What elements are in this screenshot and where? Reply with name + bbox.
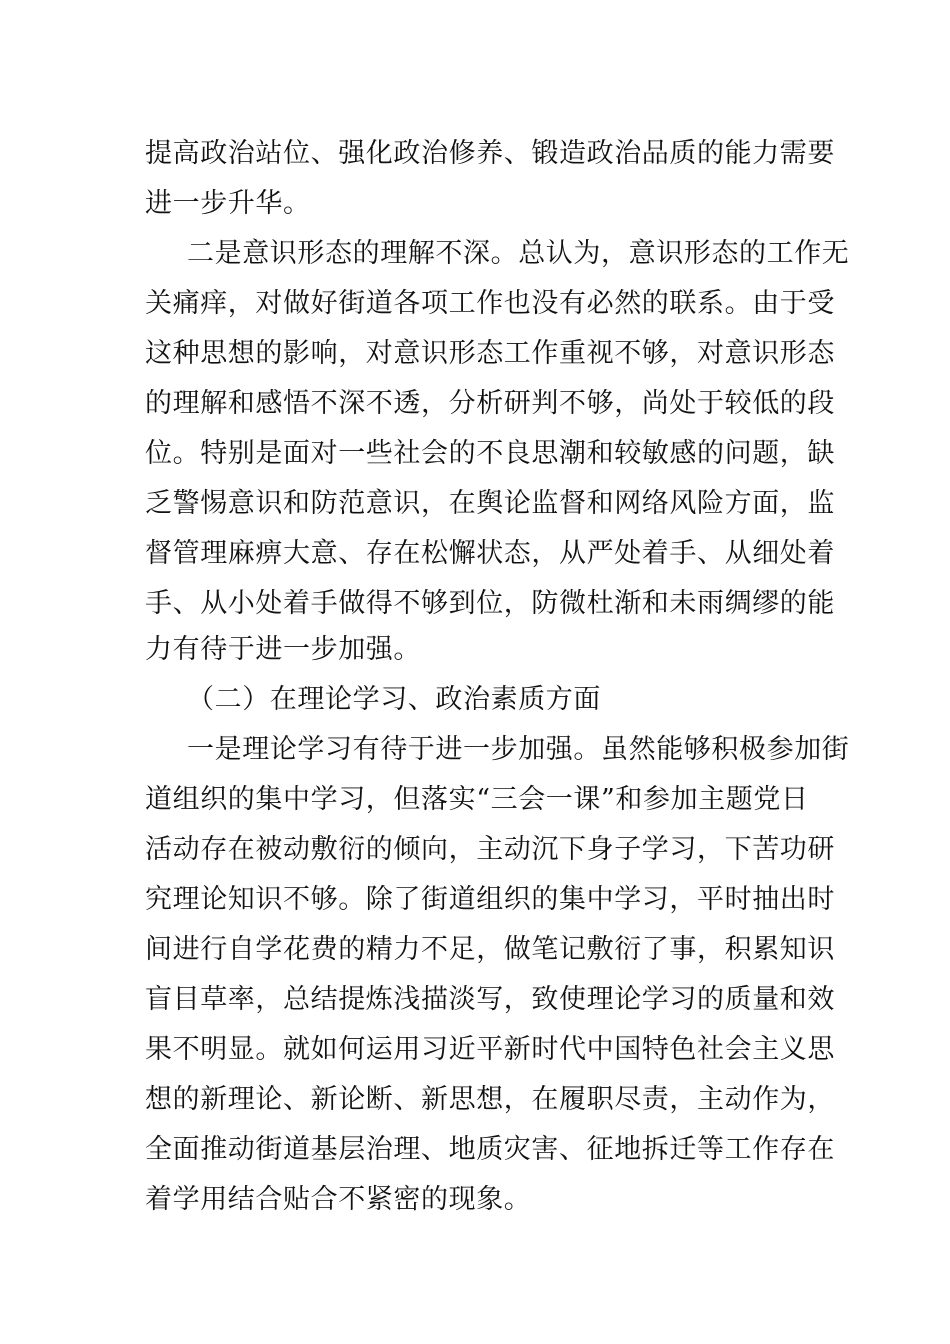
text-line: 盲目草率，总结提炼浅描淡写，致使理论学习的质量和效: [145, 984, 835, 1015]
paragraph-start-line: 一是理论学习有待于进一步加强。虽然能够积极参加街: [187, 734, 850, 765]
paragraph-start-line: 二是意识形态的理解不深。总认为，意识形态的工作无: [187, 238, 850, 269]
text-line: 进一步升华。: [145, 188, 311, 219]
text-line: 这种思想的影响，对意识形态工作重视不够，对意识形态: [145, 338, 835, 369]
text-line: 手、从小处着手做得不够到位，防微杜渐和未雨绸缪的能: [145, 588, 835, 619]
text-line: 督管理麻痹大意、存在松懈状态，从严处着手、从细处着: [145, 538, 835, 569]
text-line: 着学用结合贴合不紧密的现象。: [145, 1184, 532, 1215]
text-line: 道组织的集中学习，但落实“三会一课”和参加主题党日: [145, 784, 809, 815]
text-line: 究理论知识不够。除了街道组织的集中学习，平时抽出时: [145, 884, 835, 915]
text-line: 全面推动街道基层治理、地质灾害、征地拆迁等工作存在: [145, 1134, 835, 1165]
text-line: 乏警惕意识和防范意识，在舆论监督和网络风险方面，监: [145, 488, 835, 519]
text-line: 间进行自学花费的精力不足，做笔记敷衍了事，积累知识: [145, 934, 835, 965]
text-line: 活动存在被动敷衍的倾向，主动沉下身子学习，下苦功研: [145, 834, 835, 865]
text-line: 果不明显。就如何运用习近平新时代中国特色社会主义思: [145, 1034, 835, 1065]
text-line: 提高政治站位、强化政治修养、锻造政治品质的能力需要: [145, 138, 835, 169]
text-line: 位。特别是面对一些社会的不良思潮和较敏感的问题，缺: [145, 438, 835, 469]
text-line: 关痛痒，对做好街道各项工作也没有必然的联系。由于受: [145, 288, 835, 319]
section-heading: （二）在理论学习、政治素质方面: [187, 684, 601, 715]
text-line: 的理解和感悟不深不透，分析研判不够，尚处于较低的段: [145, 388, 835, 419]
text-line: 力有待于进一步加强。: [145, 634, 421, 665]
text-line: 想的新理论、新论断、新思想，在履职尽责，主动作为，: [145, 1084, 835, 1115]
